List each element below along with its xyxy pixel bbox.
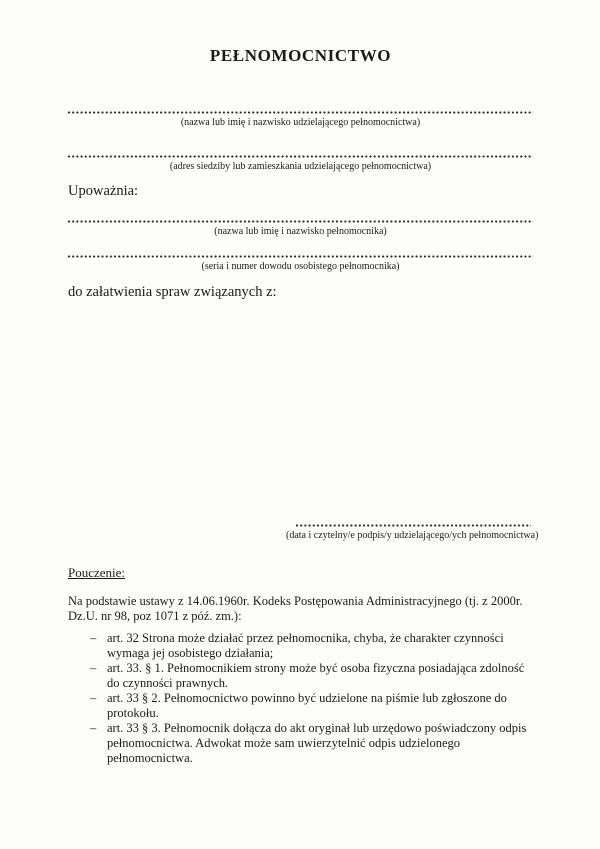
signature-block	[286, 524, 539, 542]
list-item-text: art. 33 § 2. Pełnomocnictwo powinno być udzielone na piśmie lub zgłoszone do protokołu.	[107, 691, 507, 720]
attorney-id-fill-line[interactable]	[68, 255, 533, 258]
attorney-name-fill-line[interactable]	[68, 220, 533, 223]
list-item	[90, 631, 533, 661]
attorney-id-label: (seria i numer dowodu osobistego pełnomocnika)	[201, 261, 400, 272]
notice-section	[68, 565, 533, 766]
grantor-address-fill-line[interactable]	[68, 155, 533, 158]
list-item	[90, 721, 533, 766]
grantor-name-label: (nazwa lub imię i nazwisko udzielającego pełnomocnictwa)	[180, 117, 421, 128]
scope-label: do załatwienia spraw związanych z:	[68, 284, 277, 300]
grantor-name-fill-line[interactable]	[68, 111, 533, 114]
signature-label: (data i czytelny/e podpis/y udzielającego/ych pełnomocnictwa)	[286, 530, 539, 541]
list-item-text: art. 32 Strona może działać przez pełnomocnika, chyba, że charakter czynności wymaga jej osobistego działania;	[107, 631, 504, 660]
authorizes-label: Upoważnia:	[68, 183, 139, 199]
grantor-address-label: (adres siedziby lub zamieszkania udzielającego pełnomocnictwa)	[169, 161, 432, 172]
attorney-name-label: (nazwa lub imię i nazwisko pełnomocnika)	[214, 226, 387, 237]
list-item	[90, 691, 533, 721]
list-item	[90, 661, 533, 691]
field-grantor-address	[68, 155, 533, 173]
list-item-marker: –	[90, 631, 97, 645]
list-item-text: art. 33. § 1. Pełnomocnikiem strony może być osoba fizyczna posiadająca zdolność do czynności prawnych.	[107, 661, 525, 690]
list-item-marker: –	[90, 691, 97, 705]
document-title: PEŁNOMOCNICTWO	[209, 46, 392, 65]
field-attorney-name	[68, 220, 533, 238]
list-item-marker: –	[90, 721, 97, 735]
field-grantor-name	[68, 111, 533, 129]
notice-intro: Na podstawie ustawy z 14.06.1960r. Kodeks Postępowania Administracyjnego (tj. z 2000r. Dz.U. nr 98, poz 1071 z póź. zm.):	[68, 594, 523, 623]
signature-fill-line[interactable]	[296, 524, 531, 527]
notice-heading: Pouczenie:	[68, 565, 126, 580]
field-attorney-id-number	[68, 255, 533, 273]
list-item-text: art. 33 § 3. Pełnomocnik dołącza do akt oryginał lub urzędowo poświadczony odpis pełnomocnictwa. Adwokat może sam uwierzytelnić odpis udzielonego pełnomocnictwa.	[107, 721, 527, 765]
list-item-marker: –	[90, 661, 97, 675]
notice-list	[68, 631, 533, 766]
